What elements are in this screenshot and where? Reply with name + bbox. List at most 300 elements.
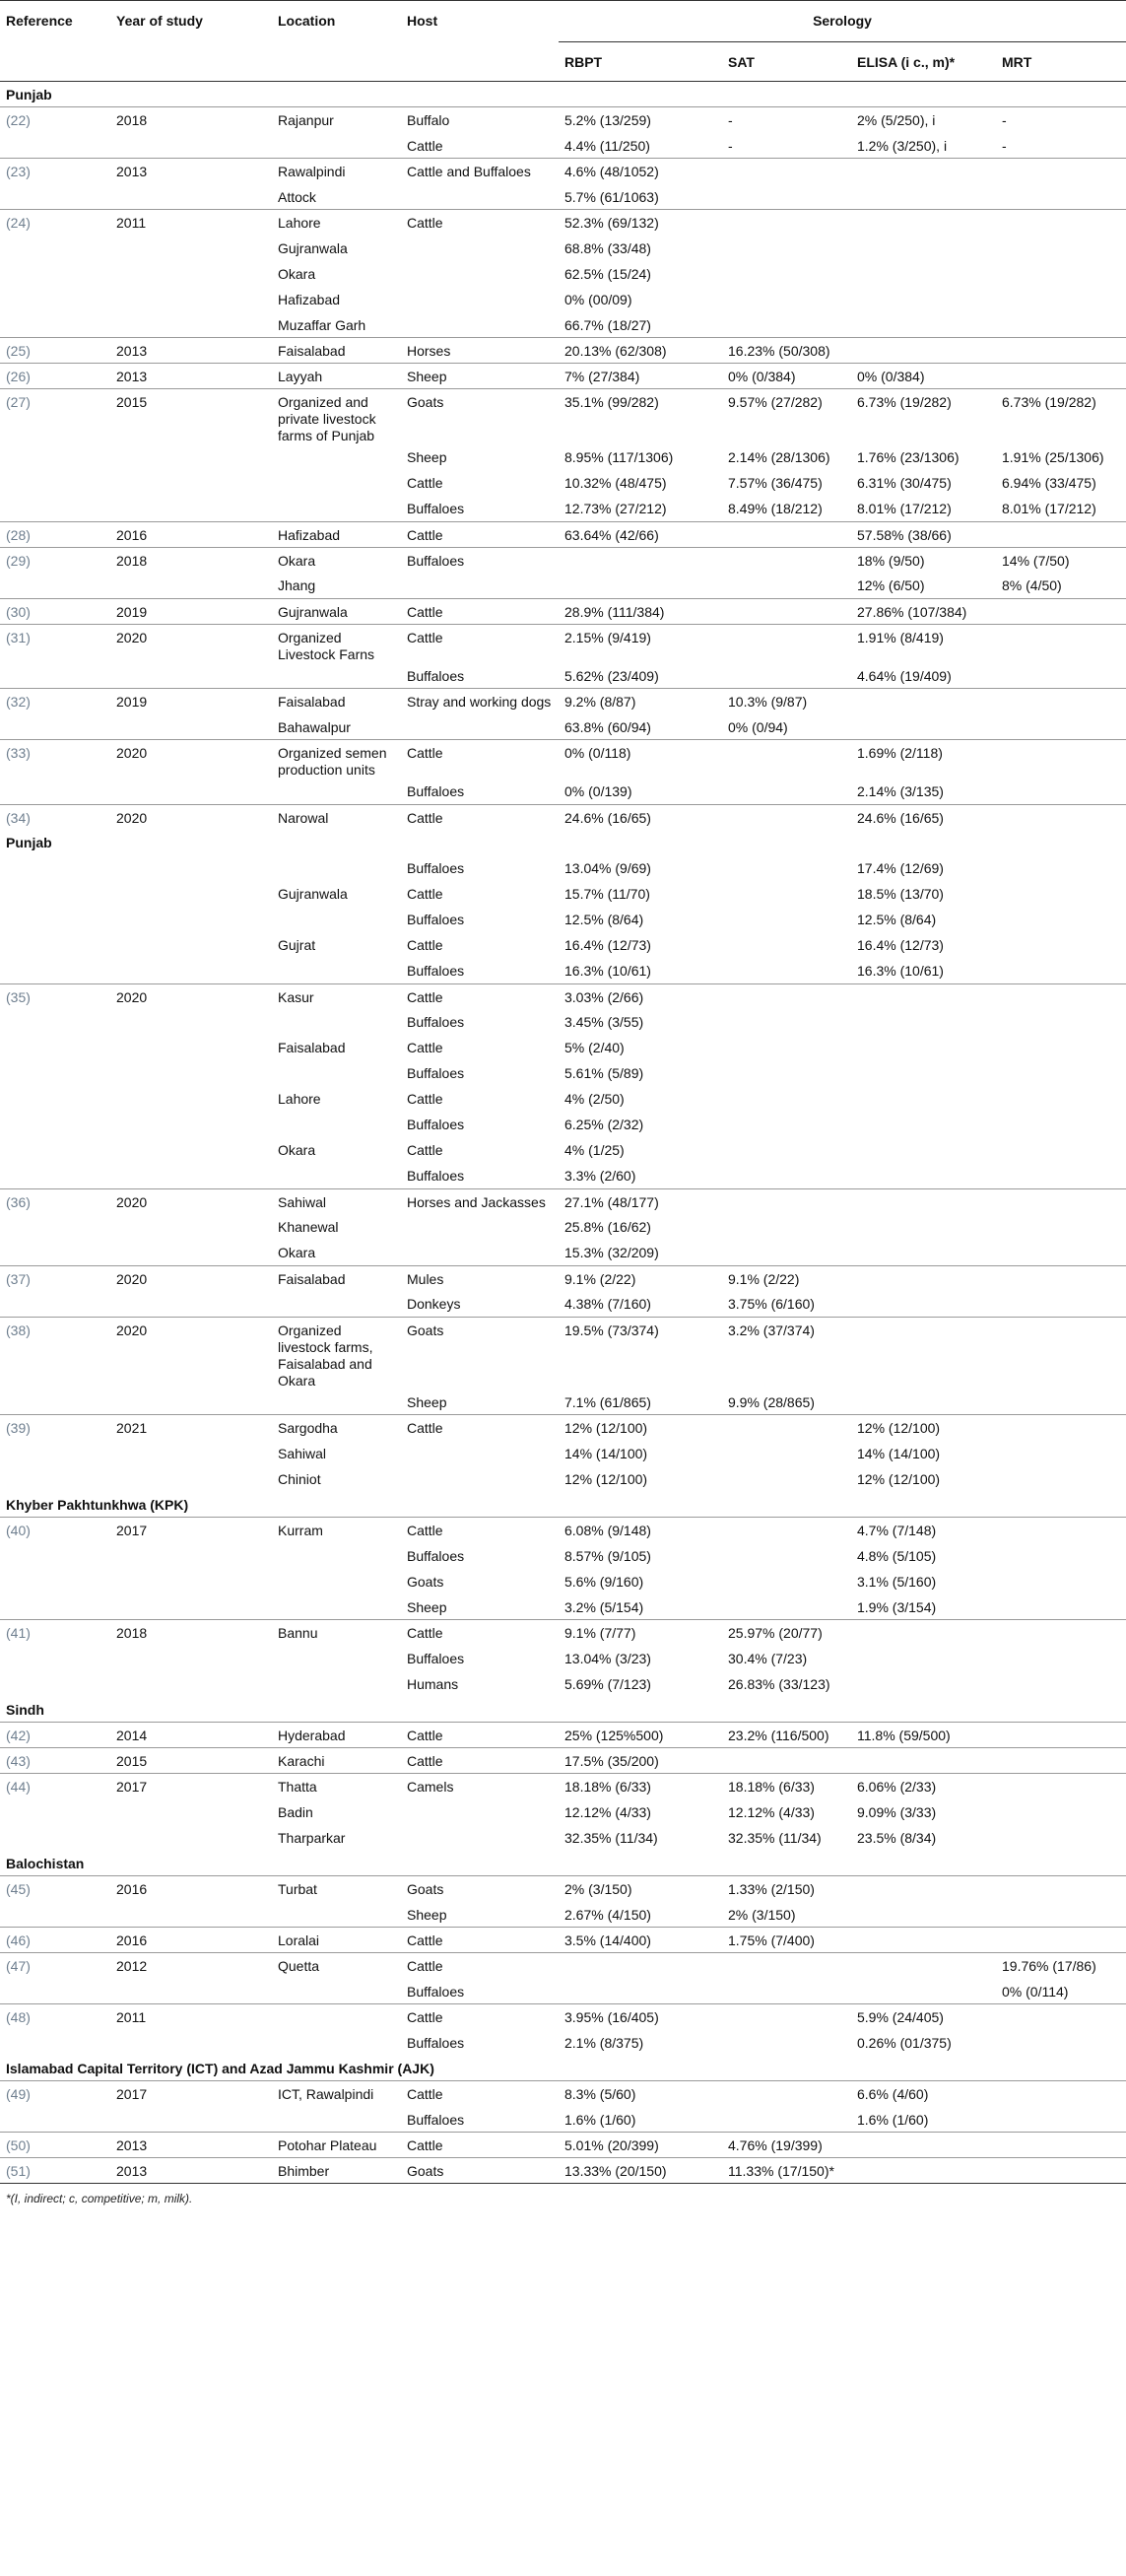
cell-reference	[0, 2107, 110, 2133]
cell-sat	[722, 521, 851, 547]
cell-sat: 7.57% (36/475)	[728, 475, 823, 491]
section-title: Islamabad Capital Territory (ICT) and Azad Jammu Kashmir (AJK)	[6, 2060, 434, 2076]
cell-sat	[722, 932, 851, 958]
cell-reference	[0, 1466, 110, 1492]
cell-sat	[722, 1415, 851, 1441]
table-row	[0, 1086, 1126, 1112]
cell-mrt	[996, 2133, 1126, 2158]
cell-reference	[0, 444, 110, 470]
cell-mrt	[996, 1748, 1126, 1774]
cell-rbpt: 28.9% (111/384)	[559, 598, 722, 624]
cell-elisa	[851, 2158, 996, 2184]
table-header	[0, 1, 1126, 82]
cell-year	[110, 2030, 272, 2056]
cell-host: Goats	[407, 1573, 444, 1590]
cell-reference: (42)	[0, 1723, 110, 1748]
cell-mrt: 1.91% (25/1306)	[1002, 449, 1104, 465]
table-row	[0, 1620, 1126, 1646]
cell-reference	[0, 1902, 110, 1928]
cell-rbpt: 8.95% (117/1306)	[564, 449, 674, 465]
cell-year	[110, 1902, 272, 1928]
cell-location: Kasur	[272, 983, 401, 1009]
cell-reference	[0, 958, 110, 983]
cell-reference: (31)	[0, 624, 110, 663]
cell-location	[272, 1543, 401, 1569]
cell-year: 2017	[110, 1518, 272, 1543]
cell-reference	[0, 1163, 110, 1188]
cell-host: Cattle	[407, 137, 443, 154]
cell-year: 2015	[110, 1748, 272, 1774]
table-row	[0, 496, 1126, 521]
cell-rbpt	[559, 1953, 722, 1979]
cell-reference	[0, 779, 110, 804]
table-row	[0, 1928, 1126, 1953]
cell-location	[272, 2004, 401, 2030]
cell-host: Goats	[401, 1876, 559, 1902]
cell-year: 2020	[110, 1188, 272, 1214]
cell-mrt	[996, 159, 1126, 184]
cell-host: Buffaloes	[407, 2034, 465, 2051]
cell-elisa: 1.2% (3/250), i	[857, 137, 948, 154]
cell-host: Buffaloes	[407, 963, 465, 979]
cell-mrt	[996, 689, 1126, 714]
cell-year: 2016	[110, 521, 272, 547]
cell-rbpt: 27.1% (48/177)	[559, 1188, 722, 1214]
cell-sat	[722, 1569, 851, 1594]
cell-host: Goats	[401, 2158, 559, 2184]
table-row	[0, 1188, 1126, 1214]
cell-host	[401, 261, 559, 287]
cell-sat	[722, 236, 851, 261]
cell-elisa: 2% (5/250), i	[851, 107, 996, 133]
table-row	[0, 663, 1126, 689]
cell-host	[401, 1799, 559, 1825]
cell-location	[272, 1009, 401, 1035]
cell-year	[110, 1466, 272, 1492]
cell-rbpt: 8.57% (9/105)	[564, 1547, 651, 1564]
cell-reference	[0, 1214, 110, 1240]
cell-elisa	[851, 1902, 996, 1928]
cell-rbpt: 35.1% (99/282)	[559, 389, 722, 445]
cell-location	[272, 133, 401, 159]
cell-sat	[722, 1163, 851, 1188]
cell-location: Okara	[278, 1245, 316, 1260]
cell-location: Gujranwala	[278, 886, 348, 902]
cell-reference	[0, 1569, 110, 1594]
cell-mrt	[996, 261, 1126, 287]
cell-location	[272, 1112, 401, 1137]
section-row	[0, 2056, 1126, 2081]
cell-year	[110, 1009, 272, 1035]
cell-elisa	[851, 210, 996, 236]
cell-year	[110, 1137, 272, 1163]
cell-host: Donkeys	[407, 1296, 461, 1312]
cell-year	[110, 1112, 272, 1137]
cell-location: Okara	[272, 547, 401, 573]
header-mrt: MRT	[996, 42, 1126, 82]
cell-reference: (26)	[0, 364, 110, 389]
cell-reference	[0, 496, 110, 521]
cell-rbpt: 4.6% (48/1052)	[559, 159, 722, 184]
cell-year	[110, 1035, 272, 1060]
table-row	[0, 1137, 1126, 1163]
table-row	[0, 1979, 1126, 2004]
table-row	[0, 1214, 1126, 1240]
cell-year	[110, 470, 272, 496]
table-row	[0, 1671, 1126, 1697]
cell-host: Cattle	[401, 1953, 559, 1979]
cell-reference: (39)	[0, 1415, 110, 1441]
cell-elisa	[851, 1671, 996, 1697]
cell-rbpt: 20.13% (62/308)	[559, 338, 722, 364]
cell-reference: (41)	[0, 1620, 110, 1646]
cell-year: 2016	[110, 1876, 272, 1902]
cell-year: 2021	[110, 1415, 272, 1441]
cell-host	[401, 714, 559, 740]
table-row	[0, 1723, 1126, 1748]
table-row	[0, 804, 1126, 830]
cell-rbpt: 68.8% (33/48)	[564, 239, 651, 256]
table-row	[0, 444, 1126, 470]
cell-host: Horses	[401, 338, 559, 364]
table-body	[0, 82, 1126, 2184]
cell-elisa: 4.64% (19/409)	[857, 667, 952, 684]
cell-sat	[722, 958, 851, 983]
cell-mrt	[996, 236, 1126, 261]
header-year: Year of study	[110, 1, 272, 42]
header-blank	[401, 42, 559, 82]
cell-sat: 1.33% (2/150)	[722, 1876, 851, 1902]
cell-mrt	[996, 2107, 1126, 2133]
table-row	[0, 1163, 1126, 1188]
cell-host	[401, 573, 559, 598]
cell-mrt	[996, 1265, 1126, 1291]
cell-year: 2019	[110, 689, 272, 714]
cell-year	[110, 1979, 272, 2004]
cell-rbpt: 18.18% (6/33)	[559, 1774, 722, 1799]
cell-reference: (51)	[0, 2158, 110, 2184]
header-blank	[272, 42, 401, 82]
cell-rbpt	[559, 1979, 722, 2004]
cell-mrt	[996, 1112, 1126, 1137]
cell-year	[110, 932, 272, 958]
cell-elisa	[851, 1979, 996, 2004]
cell-reference: (34)	[0, 804, 110, 830]
header-elisa: ELISA (i c., m)*	[851, 42, 996, 82]
cell-rbpt: 4.4% (11/250)	[564, 137, 650, 154]
cell-mrt	[996, 364, 1126, 389]
cell-elisa: 1.91% (8/419)	[851, 624, 996, 663]
cell-elisa: 3.1% (5/160)	[857, 1573, 937, 1590]
table-row	[0, 236, 1126, 261]
cell-elisa: 1.9% (3/154)	[857, 1598, 937, 1615]
cell-reference	[0, 932, 110, 958]
cell-mrt	[996, 1774, 1126, 1799]
table-row	[0, 312, 1126, 338]
table-row	[0, 2133, 1126, 2158]
cell-year	[110, 1163, 272, 1188]
cell-location: Bahawalpur	[278, 718, 351, 735]
cell-location	[272, 1594, 401, 1620]
cell-mrt	[996, 1518, 1126, 1543]
cell-reference	[0, 1035, 110, 1060]
cell-elisa: 6.06% (2/33)	[851, 1774, 996, 1799]
cell-location	[272, 1979, 401, 2004]
cell-location: Organized semen production units	[272, 740, 401, 780]
cell-year	[110, 312, 272, 338]
cell-reference	[0, 1060, 110, 1086]
cell-location	[272, 907, 401, 932]
cell-host	[401, 184, 559, 210]
cell-host: Camels	[401, 1774, 559, 1799]
cell-reference: (24)	[0, 210, 110, 236]
cell-elisa	[851, 1390, 996, 1415]
cell-rbpt: 12.5% (8/64)	[564, 912, 644, 927]
cell-year	[110, 855, 272, 881]
cell-rbpt: 5.62% (23/409)	[564, 667, 659, 684]
cell-host: Cattle	[407, 1040, 443, 1055]
table-row	[0, 1876, 1126, 1902]
cell-location: Organized and private livestock farms of Punjab	[272, 389, 401, 445]
cell-host: Cattle	[401, 598, 559, 624]
cell-host: Cattle	[401, 624, 559, 663]
cell-sat	[722, 1518, 851, 1543]
cell-reference: (33)	[0, 740, 110, 780]
cell-host: Buffaloes	[407, 1547, 465, 1564]
table-row	[0, 1953, 1126, 1979]
cell-elisa	[851, 1163, 996, 1188]
cell-host: Cattle	[407, 1142, 443, 1158]
cell-location: Tharparkar	[278, 1829, 346, 1846]
cell-host	[401, 312, 559, 338]
cell-location: Lahore	[272, 210, 401, 236]
cell-location: Turbat	[272, 1876, 401, 1902]
cell-sat	[722, 287, 851, 312]
cell-reference	[0, 184, 110, 210]
cell-location: Kurram	[272, 1518, 401, 1543]
cell-reference: (35)	[0, 983, 110, 1009]
cell-host: Cattle	[407, 937, 443, 953]
cell-year	[110, 714, 272, 740]
cell-mrt	[996, 663, 1126, 689]
cell-location	[272, 1390, 401, 1415]
cell-year: 2013	[110, 2133, 272, 2158]
table-row	[0, 1594, 1126, 1620]
cell-year	[110, 1390, 272, 1415]
cell-sat	[722, 907, 851, 932]
cell-host: Cattle	[401, 983, 559, 1009]
cell-mrt	[996, 210, 1126, 236]
table-row	[0, 1060, 1126, 1086]
cell-year	[110, 261, 272, 287]
cell-mrt	[996, 714, 1126, 740]
cell-mrt	[996, 287, 1126, 312]
cell-elisa	[851, 1188, 996, 1214]
cell-reference	[0, 663, 110, 689]
cell-reference: (25)	[0, 338, 110, 364]
cell-year: 2013	[110, 2158, 272, 2184]
table-row	[0, 1415, 1126, 1441]
cell-reference	[0, 1646, 110, 1671]
cell-rbpt: 8.3% (5/60)	[559, 2081, 722, 2107]
cell-sat	[722, 1466, 851, 1492]
cell-sat	[722, 1086, 851, 1112]
cell-sat: 30.4% (7/23)	[728, 1650, 808, 1666]
cell-mrt: 8% (4/50)	[1002, 577, 1062, 593]
cell-host: Goats	[401, 1317, 559, 1390]
section-row	[0, 1492, 1126, 1518]
cell-rbpt: 15.3% (32/209)	[564, 1245, 659, 1260]
cell-mrt	[996, 1620, 1126, 1646]
cell-location: Faisalabad	[272, 689, 401, 714]
cell-host: Mules	[401, 1265, 559, 1291]
cell-elisa	[851, 1928, 996, 1953]
cell-elisa: 4.8% (5/105)	[857, 1547, 937, 1564]
cell-location	[272, 1291, 401, 1317]
header-reference: Reference	[0, 1, 110, 42]
section-title: Balochistan	[6, 1855, 85, 1871]
table-row	[0, 855, 1126, 881]
cell-rbpt: 24.6% (16/65)	[559, 804, 722, 830]
cell-mrt	[996, 338, 1126, 364]
cell-location: Lahore	[278, 1091, 321, 1107]
cell-year	[110, 1825, 272, 1851]
cell-host: Buffaloes	[407, 860, 465, 876]
cell-mrt	[996, 1317, 1126, 1390]
cell-sat: 23.2% (116/500)	[722, 1723, 851, 1748]
table-row	[0, 1265, 1126, 1291]
cell-location	[272, 2107, 401, 2133]
header-rbpt: RBPT	[559, 42, 722, 82]
cell-rbpt: 14% (14/100)	[564, 1445, 648, 1461]
cell-elisa: 11.8% (59/500)	[851, 1723, 996, 1748]
section-row	[0, 82, 1126, 107]
header-location: Location	[272, 1, 401, 42]
cell-mrt	[996, 1902, 1126, 1928]
cell-rbpt: 7.1% (61/865)	[564, 1393, 651, 1410]
cell-sat	[722, 1240, 851, 1265]
table-row	[0, 184, 1126, 210]
cell-rbpt: 63.64% (42/66)	[559, 521, 722, 547]
cell-sat	[722, 1214, 851, 1240]
cell-host: Cattle	[401, 740, 559, 780]
cell-host: Buffaloes	[407, 1014, 465, 1030]
cell-host: Cattle	[401, 2081, 559, 2107]
cell-host: Cattle	[401, 1620, 559, 1646]
table-row	[0, 2158, 1126, 2184]
table-row	[0, 958, 1126, 983]
cell-year: 2020	[110, 1265, 272, 1291]
cell-rbpt: 19.5% (73/374)	[559, 1317, 722, 1390]
cell-sat: 10.3% (9/87)	[722, 689, 851, 714]
table-row	[0, 1569, 1126, 1594]
cell-location: Sahiwal	[272, 1188, 401, 1214]
cell-year: 2018	[110, 547, 272, 573]
cell-host: Cattle	[401, 2004, 559, 2030]
cell-elisa	[851, 714, 996, 740]
cell-sat	[722, 983, 851, 1009]
cell-year	[110, 663, 272, 689]
header-host: Host	[401, 1, 559, 42]
cell-rbpt: 25.8% (16/62)	[564, 1219, 651, 1235]
cell-elisa	[851, 184, 996, 210]
cell-rbpt: 25% (125%500)	[559, 1723, 722, 1748]
cell-host: Cattle	[401, 1723, 559, 1748]
cell-reference	[0, 133, 110, 159]
cell-host: Cattle	[407, 475, 443, 491]
cell-elisa	[851, 983, 996, 1009]
cell-host	[401, 1466, 559, 1492]
cell-year	[110, 1060, 272, 1086]
cell-sat	[722, 210, 851, 236]
cell-reference: (36)	[0, 1188, 110, 1214]
cell-elisa	[851, 1748, 996, 1774]
table-row	[0, 1902, 1126, 1928]
cell-mrt: 19.76% (17/86)	[996, 1953, 1126, 1979]
cell-year	[110, 236, 272, 261]
cell-host: Cattle	[401, 1415, 559, 1441]
cell-sat: -	[728, 137, 733, 154]
cell-sat: 0% (0/384)	[722, 364, 851, 389]
cell-location: Faisalabad	[272, 1265, 401, 1291]
table-row	[0, 1112, 1126, 1137]
cell-mrt	[996, 1466, 1126, 1492]
cell-location: Bhimber	[272, 2158, 401, 2184]
cell-reference	[0, 907, 110, 932]
cell-sat: 8.49% (18/212)	[728, 501, 823, 516]
cell-elisa	[851, 236, 996, 261]
cell-sat	[722, 740, 851, 780]
cell-reference	[0, 1112, 110, 1137]
cell-elisa	[851, 1291, 996, 1317]
cell-reference	[0, 2030, 110, 2056]
cell-sat: 1.75% (7/400)	[722, 1928, 851, 1953]
cell-host: Buffaloes	[407, 1983, 465, 2000]
cell-mrt	[996, 1214, 1126, 1240]
table-row	[0, 1646, 1126, 1671]
cell-location: Bannu	[272, 1620, 401, 1646]
cell-sat	[722, 1060, 851, 1086]
cell-year	[110, 444, 272, 470]
cell-rbpt: 5.69% (7/123)	[564, 1675, 651, 1692]
cell-location: ICT, Rawalpindi	[272, 2081, 401, 2107]
cell-rbpt: 2% (3/150)	[559, 1876, 722, 1902]
cell-elisa: 1.69% (2/118)	[851, 740, 996, 780]
cell-elisa	[851, 1317, 996, 1390]
cell-elisa: 18% (9/50)	[851, 547, 996, 573]
cell-location	[272, 1646, 401, 1671]
cell-year	[110, 1441, 272, 1466]
table-row	[0, 573, 1126, 598]
cell-rbpt: 9.2% (8/87)	[559, 689, 722, 714]
cell-mrt	[996, 2030, 1126, 2056]
cell-mrt	[996, 2081, 1126, 2107]
table-row	[0, 1317, 1126, 1390]
cell-year: 2013	[110, 338, 272, 364]
table-row	[0, 159, 1126, 184]
table-row	[0, 1748, 1126, 1774]
section-title: Punjab	[6, 87, 52, 102]
cell-host: Buffaloes	[407, 1650, 465, 1666]
cell-sat	[722, 547, 851, 573]
cell-mrt	[996, 958, 1126, 983]
cell-reference: (49)	[0, 2081, 110, 2107]
cell-mrt: 8.01% (17/212)	[1002, 501, 1096, 516]
cell-mrt	[996, 1137, 1126, 1163]
cell-rbpt: 13.04% (9/69)	[564, 860, 651, 876]
cell-mrt	[996, 1009, 1126, 1035]
cell-reference	[0, 1979, 110, 2004]
